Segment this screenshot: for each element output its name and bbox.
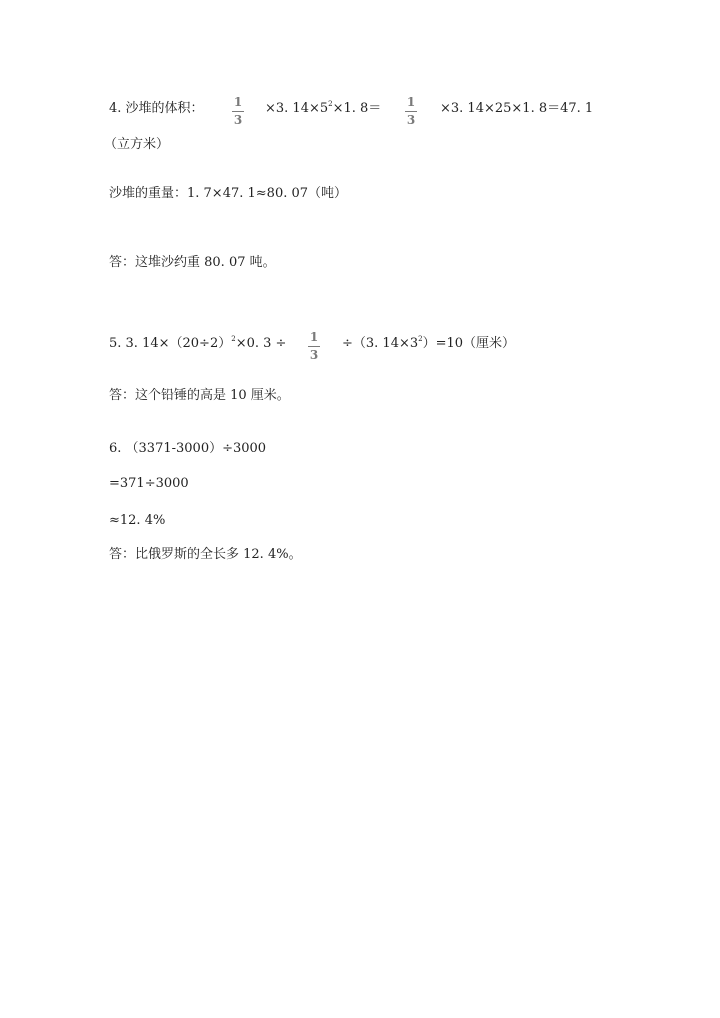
fraction-denominator: 3 xyxy=(233,113,243,127)
problem-6-line-3: ≈12. 4% xyxy=(109,513,166,528)
fraction-denominator: 3 xyxy=(406,113,416,127)
expression-part: ×0. 3 ÷ xyxy=(235,336,287,351)
problem-6-answer: 答：比俄罗斯的全长多 12. 4%。 xyxy=(109,547,302,562)
problem-4-unit: （立方米） xyxy=(104,137,170,152)
fraction-denominator: 3 xyxy=(309,348,319,362)
problem-4-fraction-1 xyxy=(232,96,244,127)
exponent: 2 xyxy=(328,100,333,108)
problem-6-line-2: =371÷3000 xyxy=(109,476,189,491)
fraction-numerator: 1 xyxy=(406,95,416,109)
problem-4-lead: 4. 沙堆的体积： xyxy=(109,101,204,116)
problem-5-expression-tail xyxy=(342,335,515,353)
problem-6-line-1: 6. （3371-3000）÷3000 xyxy=(109,441,267,456)
fraction-numerator: 1 xyxy=(309,330,319,344)
expression-part: ×1. 8＝ xyxy=(332,101,382,116)
problem-4-volume-expression xyxy=(265,100,381,118)
problem-4-fraction-2 xyxy=(405,96,417,127)
expression-part: ）=10（厘米） xyxy=(422,336,516,351)
fraction-bar xyxy=(232,111,244,112)
problem-4-weight: 沙堆的重量：1. 7×47. 1≈80. 07（吨） xyxy=(109,186,348,201)
expression-part: ×3. 14×5 xyxy=(265,101,329,116)
fraction-bar xyxy=(308,346,320,347)
problem-5-expression-lead xyxy=(109,335,286,353)
fraction-numerator: 1 xyxy=(233,95,243,109)
problem-4-answer: 答：这堆沙约重 80. 07 吨。 xyxy=(109,255,276,270)
problem-4-volume-result: ×3. 14×25×1. 8＝47. 1 xyxy=(440,101,594,116)
exponent: 2 xyxy=(418,335,423,343)
fraction-bar xyxy=(405,111,417,112)
exponent: 2 xyxy=(231,335,236,343)
problem-5-answer: 答：这个铅锤的高是 10 厘米。 xyxy=(109,388,290,403)
problem-5-fraction xyxy=(308,331,320,362)
expression-part: 5. 3. 14×（20÷2） xyxy=(109,336,232,351)
expression-part: ÷（3. 14×3 xyxy=(342,336,419,351)
